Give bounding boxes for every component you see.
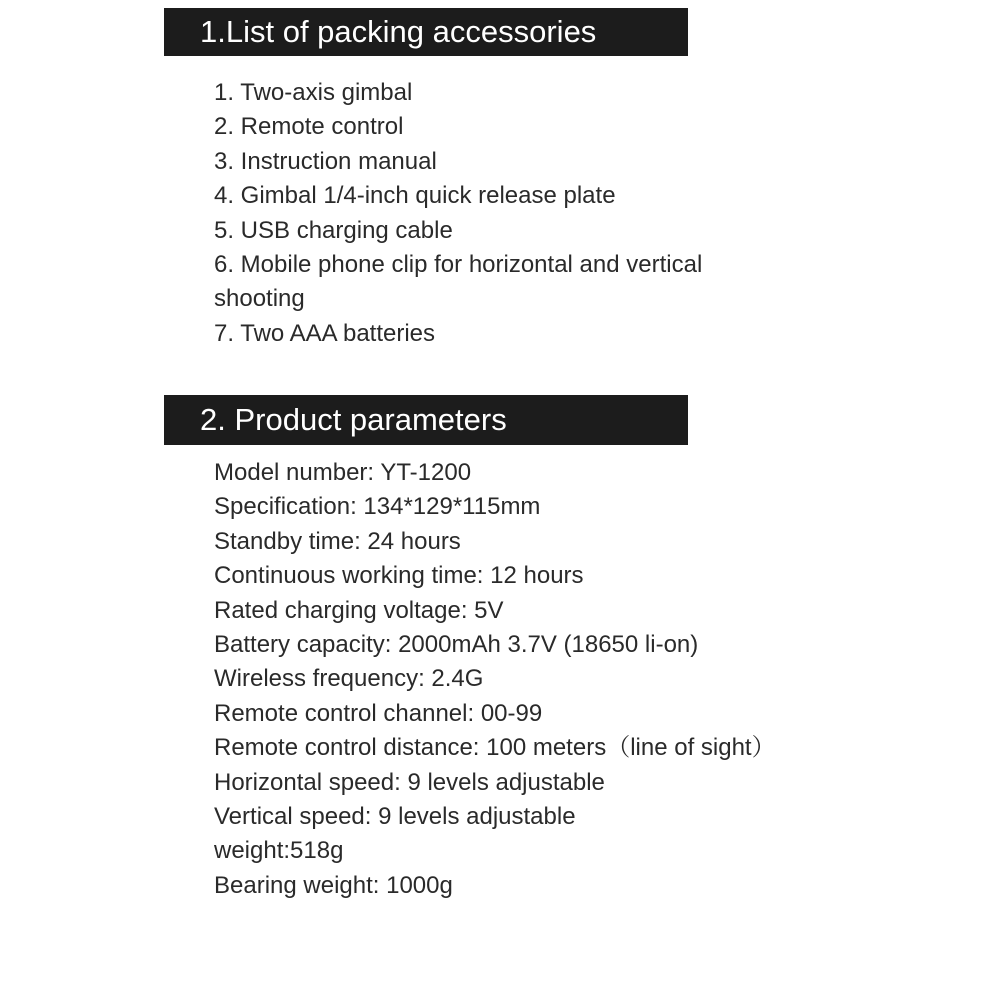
- parameter-item: Standby time: 24 hours: [214, 527, 461, 555]
- parameter-item: Wireless frequency: 2.4G: [214, 665, 484, 693]
- parameter-item: Vertical speed: 9 levels adjustable: [214, 803, 576, 831]
- parameter-item: Continuous working time: 12 hours: [214, 562, 584, 590]
- accessory-item: 5. USB charging cable: [214, 216, 453, 244]
- accessory-item: 2. Remote control: [214, 113, 404, 141]
- parameter-item: Model number: YT-1200: [214, 459, 472, 486]
- accessory-item: 3. Instruction manual: [214, 147, 437, 175]
- parameter-item: Specification: 134*129*115mm: [214, 493, 541, 521]
- parameter-item: Remote control channel: 00-99: [214, 699, 543, 727]
- accessory-item: 7. Two AAA batteries: [214, 319, 436, 347]
- accessories-list: [214, 76, 774, 351]
- parameter-item: Remote control distance: 100 meters（line of sight）: [214, 734, 776, 762]
- parameter-item: Bearing weight: 1000g: [214, 871, 453, 899]
- accessory-item: 1. Two-axis gimbal: [214, 79, 413, 106]
- accessory-item: 4. Gimbal 1/4-inch quick release plate: [214, 182, 616, 210]
- parameter-item: Battery capacity: 2000mAh 3.7V (18650 li-on): [214, 631, 699, 659]
- accessories-section-header: 1.List of packing accessories: [164, 8, 688, 56]
- parameter-item: Rated charging voltage: 5V: [214, 596, 504, 624]
- parameters-list: [214, 456, 774, 903]
- parameters-section-header: 2. Product parameters: [164, 395, 688, 445]
- parameter-item: Horizontal speed: 9 levels adjustable: [214, 768, 605, 796]
- parameter-item: weight:518g: [214, 837, 344, 865]
- accessory-item: 6. Mobile phone clip for horizontal and vertical shooting: [214, 251, 703, 313]
